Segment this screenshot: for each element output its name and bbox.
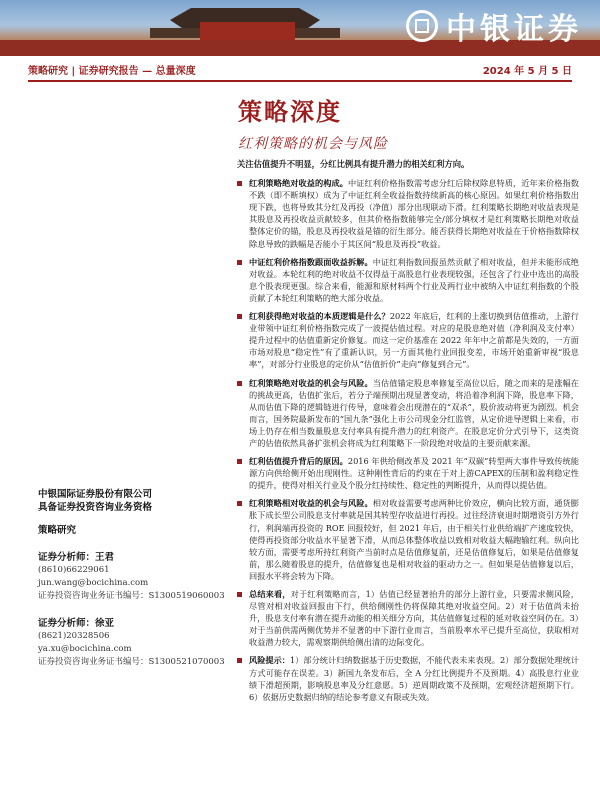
bullet-paragraph <box>237 310 579 370</box>
analyst-card <box>38 551 228 603</box>
bullet-square-icon <box>237 381 242 386</box>
breadcrumb: 策略研究 | 证券研究报告 — 总量深度 <box>28 65 196 77</box>
bullet-heading: 风险提示： <box>249 655 290 666</box>
bullet-square-icon <box>237 260 242 265</box>
report-body <box>237 158 579 709</box>
report-info-bar <box>28 58 572 82</box>
bullet-square-icon <box>237 459 242 464</box>
company-name: 中银国际证券股份有限公司 <box>38 489 153 500</box>
bullet-text: 相对收益需要考虑两种比价效应，横向比较方面，通货膨胀下成长型公司股息支付率就是国其转型存收益进行再投。过往经济衰退时期增资引方外行行，利润端再投资的 ROE 回报较好，但 2021 年后，由于相关行业供给端扩产速度较快，使得再投资部分收益水平显著下滑，从而总体整体收益以致相对收益大幅跑输红利。纵向比较方面，需要考虑所持红利资产当前时点是估值修复前，还是估值修复后，如果是估值修复前，那么随着股息的提升，估值修复也是相对收益的驱动力之一。但如果是估值修复以后，回报水平将会转为下降。 <box>249 498 579 581</box>
header-banner-image <box>0 0 600 56</box>
analyst-cert: 证券投资咨询业务证书编号：S1300521070003 <box>38 657 225 667</box>
analyst-sidebar <box>38 488 228 669</box>
bullet-text: 2016 年供给侧改革及 2021 年“双碳”转型两大事件导致传统能源方向供给侧开始出现刚性。这种刚性背后的约束在于对上游CAPEX的压制和盈利稳定性的提升，使得对相关行业及个股分红持续性、稳定性的判断提升，从而得以提估值。 <box>249 456 579 491</box>
bank-of-china-logo-icon <box>406 10 438 42</box>
page-subtitle: 红利策略的机会与风险 <box>238 136 388 152</box>
bullet-paragraph <box>237 377 579 450</box>
analyst-cert: 证券投资咨询业务证书编号：S1300519060003 <box>38 591 225 601</box>
report-date: 2024 年 5 月 5 日 <box>482 65 572 77</box>
bullet-heading: 红利获得绝对收益的本质逻辑是什么？ <box>249 311 390 322</box>
department-name: 策略研究 <box>38 525 77 536</box>
bullet-text: 中证红利价格指数需考虑分红后除权除息特质，近年来价格指数不跌（即不断填权）成为了中证红利全收益指数持续新高的核心原因。如果红利价格指数出现下跌，也将导致其分红及再投（净值）部分出现联动下滑。红利策略长期绝对收益表现是其股息及再投收益贡献较多，但其价格指数能够完全/部分填权才是红利策略长期绝对收益整体定价的锚，股息及再投收益是锚的衍生部分。能否获得长期绝对收益在于价格指数除权除息导致的跌幅是否能小于其区间“股息及再投”收益。 <box>249 178 579 249</box>
bullet-paragraph <box>237 177 579 250</box>
analyst-name: 证券分析师：王君 <box>38 552 115 563</box>
bullet-text: 1）部分统计归纳数据基于历史数据，不能代表未来表现。2）部分数据处理统计方式可能存在误差。3）新国九条发布后，全 A 分红比例提升不及预期。4）高股息行业业绩下滑超预期，影响股息率及分红意愿。5）逆周期政策不及预期，宏观经济超预期下行。6）依据历史数据归纳的结论参考意义有限或失效。 <box>249 655 579 702</box>
bullet-square-icon <box>237 501 242 506</box>
bullet-text: 当估值锚定股息率修复至高位以后，随之而来的是涨幅在的挑战更高，估值扩张后，若分子端预期出现显著变动，将沿着净利润下降，股息率下降，从而估值下降的逻辑链进行传导，意味着会出现潜在的“双杀”，股价波动将更为剧烈。机会而言，国务院最新发布的“国九条”强化上市公司现金分红监管，从定价进导逻辑上来看，市场上仍存在相当数量股息支付率具有提升潜力的红利资产。在股息定价分式引导下，这类资产的估值依然具备扩张机会将成为红利策略下一阶段绝对收益的主要贡献来源。 <box>249 377 579 448</box>
analyst-card <box>38 617 228 669</box>
bullet-paragraph <box>237 256 579 304</box>
bullet-heading: 红利策略绝对收益的机会与风险。 <box>249 377 373 388</box>
analyst-name: 证券分析师：徐亚 <box>38 618 115 629</box>
bullet-heading: 中证红利价格指数跟面收益拆解。 <box>249 256 373 267</box>
bullet-heading: 红利策略绝对收益的构成。 <box>249 178 349 189</box>
bullet-square-icon <box>237 314 242 319</box>
brand-logo <box>406 4 582 48</box>
lead-sentence: 关注估值提升不明显，分红比例具有提升潜力的相关红利方向。 <box>237 159 470 169</box>
bullet-text: 2022 年底后，红利的上涨切换到估值推动，上游行业带领中证红利价格指数完成了一波提估值过程。对应的是股息绝对值（净利润及支付率）提升过程中的估值重新定价修复。而这一定价基准在 2022 年年中之前都是失效的，一方面市场对股息“稳定性”有了重新认识，另一方面其他行业回报变差，市场开始重新审视“股息率”，对部分行业股息的定价从“估值折价”走向“修复到合元”。 <box>249 311 579 370</box>
analyst-phone: (8610)66229061 <box>38 565 110 575</box>
analyst-phone: (8621)20328506 <box>38 631 110 641</box>
bullet-text: 中证红利指数回报虽然贡献了相对收益，但并未能形成绝对收益。本轮红利的绝对收益不仅得益于高股息行业表现较强，还包含了行业中选出的高股息个股表现更强。综合来看，能源和原材料两个行业及两行业中被纳入中证红利指数的个股贡献了本轮红利策略的绝大部分收益。 <box>249 256 579 303</box>
bullet-paragraph <box>237 455 579 491</box>
bullet-heading: 红利估值提升背后的原因。 <box>249 456 348 467</box>
bullet-paragraph <box>237 654 579 702</box>
analyst-email[interactable]: ya.xu@bocichina.com <box>38 644 132 654</box>
analyst-email[interactable]: jun.wang@bocichina.com <box>38 578 149 588</box>
bullet-text: 对于红利策略而言，1）估值已经显著抬升的部分上游行业，只要需求侧风险，尽管对相对收益回报由下行，供给侧刚性仍将保障其绝对收益空间。2）对于估值尚未抬升，股息支付率有潜在提升动能的相关细分方向，其估值修复过程的延对收益空间仍在。3）对于当前供需两侧优势并不显著的中下游行业而言，当前股率水平已提升至高位，获取相对收益潜力较大，需观察期供给侧出清的边际变化。 <box>249 589 579 648</box>
page-title: 策略深度 <box>238 98 342 126</box>
bullet-heading: 红利策略相对收益的机会与风险。 <box>249 498 373 509</box>
bullet-paragraph <box>237 497 579 582</box>
bullet-square-icon <box>237 592 242 597</box>
bullet-paragraph <box>237 588 579 648</box>
bullet-square-icon <box>237 658 242 663</box>
brand-name: 中银证券 <box>446 12 582 47</box>
bullet-heading: 总结来看， <box>249 589 291 599</box>
bullet-square-icon <box>237 181 242 186</box>
license-text: 具备证券投资咨询业务资格 <box>38 502 153 513</box>
